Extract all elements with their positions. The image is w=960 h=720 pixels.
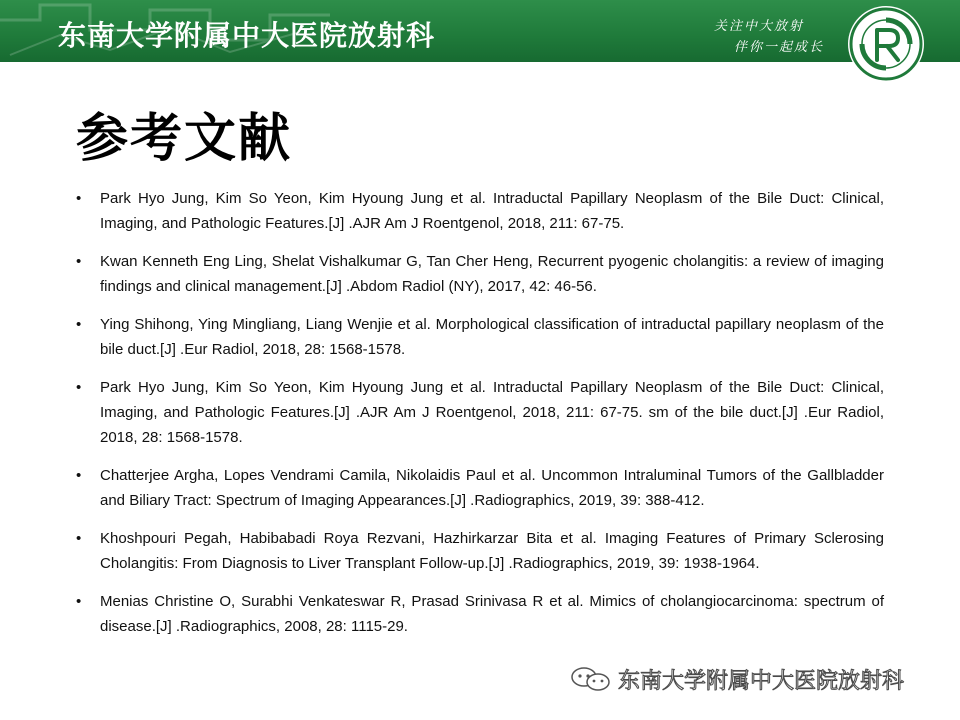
- reference-item: • Khoshpouri Pegah, Habibabadi Roya Rezvani, Hazhirkarzar Bita et al. Imaging Features of Primary Sclerosing Cholangitis: From Diagnosis to Liver Transplant Follow-up.[J] .Radiographics, 2019, 39: 1938-1964.: [76, 526, 884, 576]
- watermark-text: 东南大学附属中大医院放射科: [618, 669, 905, 694]
- reference-list: [76, 186, 884, 652]
- slogan-line-2: 伴你一起成长: [734, 40, 825, 55]
- reference-item: • Park Hyo Jung, Kim So Yeon, Kim Hyoung Jung et al. Intraductal Papillary Neoplasm of the Bile Duct: Clinical, Imaging, and Pathologic Features.[J] .AJR Am J Roentgenol, 2018, 211: 67-75. sm of the bile duct.[J] .Eur Radiol, 2018, 28: 1568-1578.: [76, 375, 884, 450]
- org-title: 东南大学附属中大医院放射科: [58, 19, 436, 52]
- header-banner: [0, 0, 960, 62]
- hospital-logo-icon: [846, 4, 926, 84]
- slide-title: 参考文献: [76, 109, 293, 169]
- reference-item: • Ying Shihong, Ying Mingliang, Liang Wenjie et al. Morphological classification of intraductal papillary neoplasm of the bile duct.[J] .Eur Radiol, 2018, 28: 1568-1578.: [76, 312, 884, 362]
- wechat-icon: [570, 666, 612, 692]
- reference-item: • Menias Christine O, Surabhi Venkateswar R, Prasad Srinivasa R et al. Mimics of cholangiocarcinoma: spectrum of disease.[J] .Radiographics, 2008, 28: 1115-29.: [76, 589, 884, 639]
- slogan-line-1: 关注中大放射: [714, 19, 805, 34]
- reference-item: • Park Hyo Jung, Kim So Yeon, Kim Hyoung Jung et al. Intraductal Papillary Neoplasm of the Bile Duct: Clinical, Imaging, and Pathologic Features.[J] .AJR Am J Roentgenol, 2018, 211: 67-75.: [76, 186, 884, 236]
- reference-item: • Kwan Kenneth Eng Ling, Shelat Vishalkumar G, Tan Cher Heng, Recurrent pyogenic cholangitis: a review of imaging findings and clinical management.[J] .Abdom Radiol (NY), 2017, 42: 46-56.: [76, 249, 884, 299]
- reference-item: • Chatterjee Argha, Lopes Vendrami Camila, Nikolaidis Paul et al. Uncommon Intraluminal Tumors of the Gallbladder and Biliary Tract: Spectrum of Imaging Appearances.[J] .Radiographics, 2019, 39: 388-412.: [76, 463, 884, 513]
